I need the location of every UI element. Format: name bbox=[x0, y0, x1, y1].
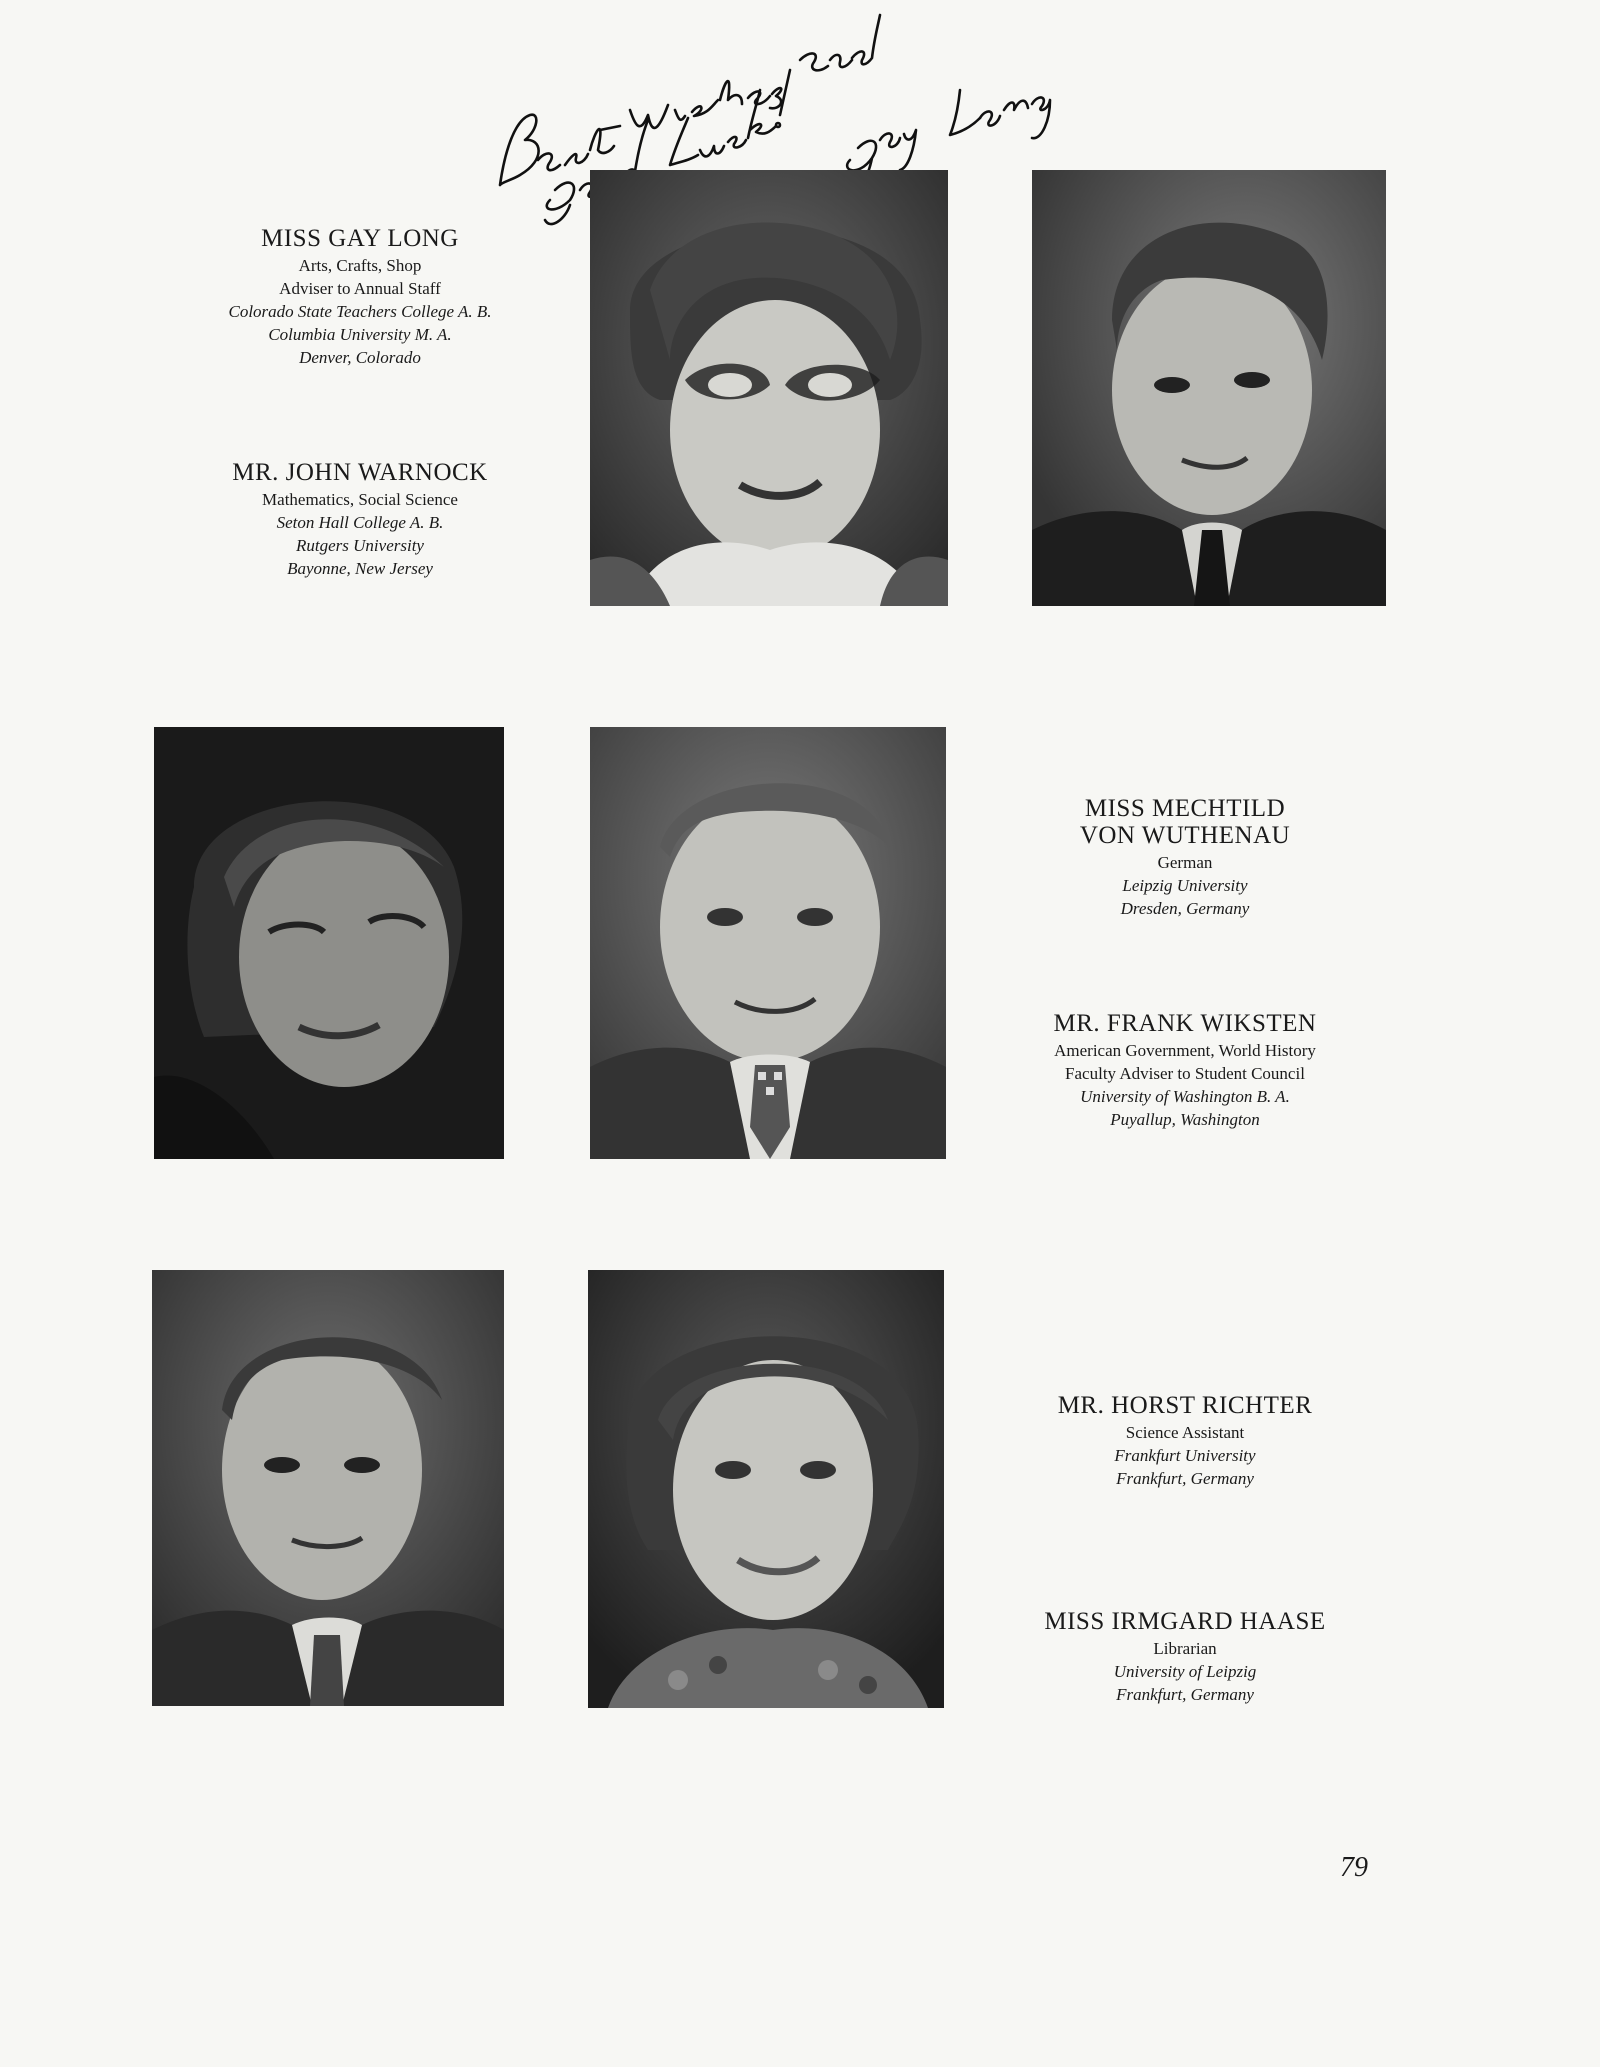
faculty-degree: Rutgers University bbox=[296, 536, 424, 555]
faculty-role: Faculty Adviser to Student Council bbox=[1065, 1064, 1305, 1083]
faculty-name: MISS IRMGARD HAASE bbox=[1044, 1608, 1326, 1635]
faculty-hometown: Bayonne, New Jersey bbox=[287, 559, 433, 578]
faculty-name: MR. HORST RICHTER bbox=[1057, 1392, 1313, 1419]
faculty-name: MR. JOHN WARNOCK bbox=[232, 459, 488, 486]
faculty-hometown: Denver, Colorado bbox=[299, 348, 421, 367]
bio-gay-long bbox=[180, 226, 540, 372]
bio-mechtild-von-wuthenau bbox=[1000, 796, 1370, 923]
faculty-degree: Frankfurt University bbox=[1114, 1446, 1256, 1465]
faculty-degree: Seton Hall College A. B. bbox=[276, 513, 444, 532]
faculty-subject: Science Assistant bbox=[1125, 1423, 1245, 1442]
faculty-degree: University of Leipzig bbox=[1113, 1662, 1257, 1681]
faculty-hometown: Dresden, Germany bbox=[1120, 899, 1250, 918]
bio-john-warnock bbox=[180, 460, 540, 583]
faculty-degree: Colorado State Teachers College A. B. bbox=[228, 302, 492, 321]
faculty-name: MISS GAY LONG bbox=[261, 225, 459, 252]
faculty-name: MISS MECHTILD bbox=[1084, 795, 1286, 822]
faculty-degree: Leipzig University bbox=[1122, 876, 1248, 895]
faculty-hometown: Puyallup, Washington bbox=[1110, 1110, 1260, 1129]
bio-frank-wiksten bbox=[1000, 1011, 1370, 1134]
faculty-subject: Mathematics, Social Science bbox=[262, 490, 458, 509]
bio-irmgard-haase bbox=[1000, 1609, 1370, 1709]
faculty-name-continued: VON WUTHENAU bbox=[1079, 822, 1291, 849]
portrait-photo-gay-long bbox=[590, 170, 948, 606]
portrait-photo-john-warnock bbox=[1032, 170, 1386, 606]
faculty-degree: University of Washington B. A. bbox=[1080, 1087, 1290, 1106]
portrait-photo-irmgard-haase bbox=[588, 1270, 944, 1708]
faculty-subject: German bbox=[1157, 853, 1213, 872]
faculty-subject: Librarian bbox=[1153, 1639, 1217, 1658]
faculty-role: Adviser to Annual Staff bbox=[279, 279, 441, 298]
faculty-degree: Columbia University M. A. bbox=[268, 325, 452, 344]
faculty-name: MR. FRANK WIKSTEN bbox=[1053, 1010, 1317, 1037]
portrait-photo-frank-wiksten bbox=[590, 727, 946, 1159]
page-number: 79 bbox=[1340, 1852, 1368, 1883]
faculty-subject: American Government, World History bbox=[1054, 1041, 1316, 1060]
faculty-hometown: Frankfurt, Germany bbox=[1116, 1685, 1254, 1704]
bio-horst-richter bbox=[1000, 1393, 1370, 1493]
portrait-photo-horst-richter bbox=[152, 1270, 504, 1706]
portrait-photo-mechtild-von-wuthenau bbox=[154, 727, 504, 1159]
faculty-hometown: Frankfurt, Germany bbox=[1116, 1469, 1254, 1488]
faculty-subject: Arts, Crafts, Shop bbox=[298, 256, 422, 275]
